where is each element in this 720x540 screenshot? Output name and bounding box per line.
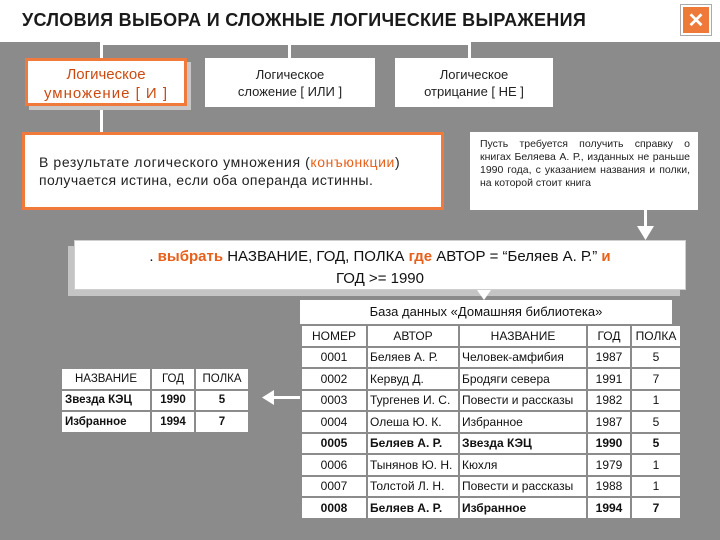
table-cell: 0002 <box>302 369 366 389</box>
table-cell: 7 <box>196 412 248 432</box>
table-cell: Тургенев И. С. <box>368 391 458 411</box>
table-row <box>62 391 248 411</box>
tab-not-line1: Логическое <box>439 67 509 82</box>
table-cell: Звезда КЭЦ <box>460 434 586 454</box>
database-title: База данных «Домашняя библиотека» <box>300 300 672 324</box>
command-line1 <box>75 246 685 268</box>
table-cell: 7 <box>632 498 680 518</box>
table-cell: Беляев А. Р. <box>368 498 458 518</box>
table-cell: 1988 <box>588 477 630 497</box>
command-fields: НАЗВАНИЕ, ГОД, ПОЛКА <box>223 248 409 265</box>
table-cell: 0004 <box>302 412 366 432</box>
close-icon: ✕ <box>687 9 705 32</box>
table-cell: Беляев А. Р. <box>368 348 458 368</box>
table-cell: 1 <box>632 477 680 497</box>
column-header: АВТОР <box>368 326 458 346</box>
table-cell: 1979 <box>588 455 630 475</box>
command-prefix: . <box>149 248 158 265</box>
database-header-row <box>302 326 680 346</box>
table-cell: 1 <box>632 455 680 475</box>
table-cell: Кюхля <box>460 455 586 475</box>
command-condition-author: АВТОР = “Беляев А. Р.” <box>432 248 602 265</box>
table-cell: 0007 <box>302 477 366 497</box>
table-row <box>302 455 680 475</box>
table-row <box>302 498 680 518</box>
table-cell: 5 <box>196 391 248 411</box>
table-cell: Повести и рассказы <box>460 477 586 497</box>
command-and-keyword: и <box>601 248 611 265</box>
table-cell: 7 <box>632 369 680 389</box>
tab-logical-and[interactable] <box>25 58 187 106</box>
column-header: ПОЛКА <box>632 326 680 346</box>
definition-line2: получается истина, если оба операнда истинны. <box>39 172 374 188</box>
header-bar <box>0 0 720 42</box>
table-cell: Кервуд Д. <box>368 369 458 389</box>
table-cell: 0001 <box>302 348 366 368</box>
table-cell: Избранное <box>460 498 586 518</box>
tab-not-line2: отрицание [ НЕ ] <box>424 84 524 99</box>
tab-and-line2: умножение [ И ] <box>43 85 169 102</box>
definition-line1 <box>39 153 441 171</box>
table-row <box>302 477 680 497</box>
table-cell: Тынянов Ю. Н. <box>368 455 458 475</box>
table-row <box>302 412 680 432</box>
table-cell: Избранное <box>62 412 150 432</box>
table-cell: 1994 <box>588 498 630 518</box>
result-header-row <box>62 369 248 389</box>
table-cell: 1991 <box>588 369 630 389</box>
table-row <box>302 391 680 411</box>
tab-not-connector <box>468 42 471 58</box>
table-cell: 1 <box>632 391 680 411</box>
column-header: НАЗВАНИЕ <box>460 326 586 346</box>
tab-or-connector <box>288 42 291 58</box>
down-arrow-icon <box>477 290 491 300</box>
result-arrow-line <box>272 396 300 399</box>
tab-logical-not[interactable] <box>395 58 553 107</box>
tab-and-connector <box>100 42 103 58</box>
table-cell: 0003 <box>302 391 366 411</box>
left-arrow-icon <box>262 390 274 405</box>
tab-or-line2: сложение [ ИЛИ ] <box>237 84 343 99</box>
definition-text-b: ) <box>394 154 401 170</box>
table-cell: Повести и рассказы <box>460 391 586 411</box>
definition-box <box>22 132 444 210</box>
table-cell: Звезда КЭЦ <box>62 391 150 411</box>
table-cell: Бродяги севера <box>460 369 586 389</box>
down-arrow-icon <box>637 226 654 240</box>
definition-text-a: В результате логического умножения ( <box>39 154 311 170</box>
table-cell: 0008 <box>302 498 366 518</box>
table-row <box>62 412 248 432</box>
column-header: НОМЕР <box>302 326 366 346</box>
definition-highlight: конъюнкции <box>310 154 395 170</box>
definition-connector <box>100 106 103 132</box>
table-cell: 1982 <box>588 391 630 411</box>
close-button[interactable] <box>681 5 711 35</box>
table-cell: 5 <box>632 412 680 432</box>
column-header: ГОД <box>152 369 194 389</box>
table-cell: 0005 <box>302 434 366 454</box>
table-cell: Избранное <box>460 412 586 432</box>
tab-and-line1: Логическое <box>66 66 146 83</box>
page-title: УСЛОВИЯ ВЫБОРА И СЛОЖНЫЕ ЛОГИЧЕСКИЕ ВЫРАЖЕНИЯ <box>22 10 587 30</box>
table-cell: 5 <box>632 434 680 454</box>
select-command <box>74 240 686 290</box>
command-select-keyword: выбрать <box>157 248 224 265</box>
table-cell: 5 <box>632 348 680 368</box>
table-row <box>302 348 680 368</box>
table-cell: 1990 <box>152 391 194 411</box>
column-header: ПОЛКА <box>196 369 248 389</box>
table-cell: 1990 <box>588 434 630 454</box>
query-description: Пусть требуется получить справку о книгах Беляева А. Р., изданных не раньше 1990 года, с указанием названия и полки, на которой стоит книга <box>470 132 698 210</box>
column-header: НАЗВАНИЕ <box>62 369 150 389</box>
table-cell: 1994 <box>152 412 194 432</box>
table-cell: 1987 <box>588 348 630 368</box>
table-cell: 1987 <box>588 412 630 432</box>
tab-logical-or[interactable] <box>205 58 375 107</box>
command-where-keyword: где <box>408 248 433 265</box>
tabs-connector-horizontal <box>100 42 470 45</box>
table-row <box>302 434 680 454</box>
table-cell: Толстой Л. Н. <box>368 477 458 497</box>
table-cell: Беляев А. Р. <box>368 434 458 454</box>
table-row <box>302 369 680 389</box>
result-table <box>60 367 250 434</box>
tab-or-line1: Логическое <box>255 67 325 82</box>
command-condition-year: ГОД >= 1990 <box>335 270 424 287</box>
table-cell: Олеша Ю. К. <box>368 412 458 432</box>
table-cell: Человек-амфибия <box>460 348 586 368</box>
table-cell: 0006 <box>302 455 366 475</box>
database-table <box>300 324 682 520</box>
column-header: ГОД <box>588 326 630 346</box>
